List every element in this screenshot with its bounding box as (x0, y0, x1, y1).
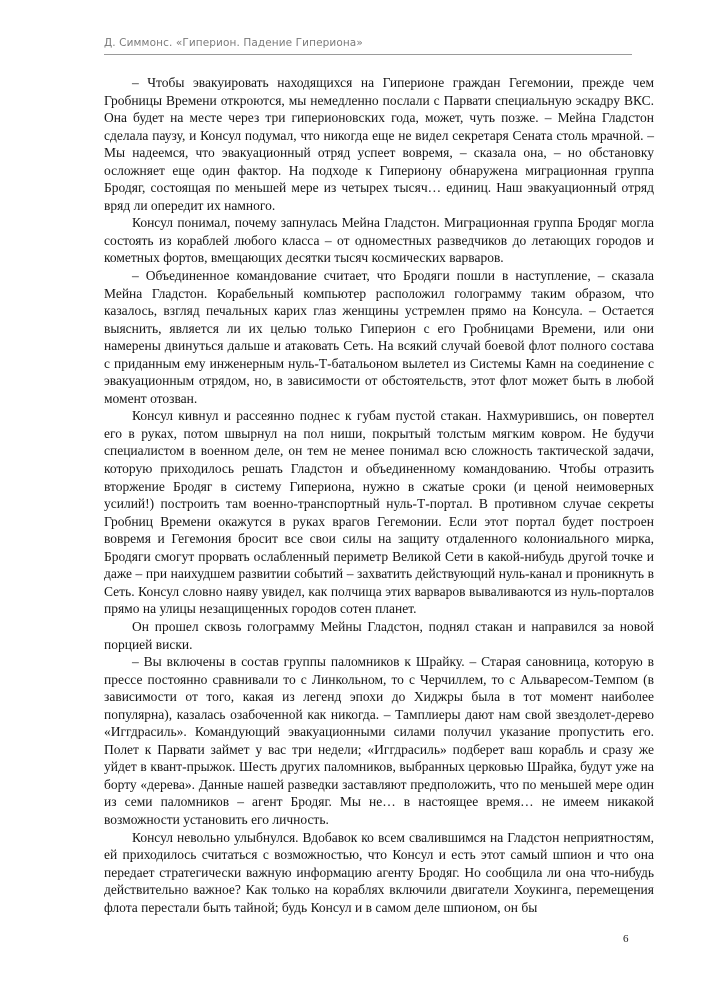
paragraph-7: Консул невольно улыбнулся. Вдобавок ко всем свалившимся на Гладстон неприятностям, ей приходилось считаться с возможностью, что Консул и есть этот самый шпион и что она передает стратегически важную информацию агенту Бродяг. Но сообщила ли она что-нибудь действительно важное? Как только на кораблях включили двигатели Хоукинга, перемещения флота перестали быть тайной; будь Консул и в самом деле шпионом, он бы (104, 829, 654, 915)
paragraph-3: – Объединенное командование считает, что Бродяги пошли в наступление, – сказала Мейна Гладстон. Корабельный компьютер расположил голограмму таким образом, что казалось, взгляд печальных карих глаз женщины устремлен прямо на Консула. – Остается выяснить, является ли их целью только Гиперион с его Гробницами Времени, или они намерены двинуться дальше и атаковать Сеть. На всякий случай боевой флот полного состава с приданным ему инженерным нуль-Т-батальоном вылетел из Системы Камн на соединение с эвакуационным отрядом, но, в зависимости от обстоятельств, этот флот может быть в любой момент отозван. (104, 268, 654, 406)
header-rule (104, 54, 632, 55)
running-header: Д. Симмонс. «Гиперион. Падение Гипериона» (104, 37, 363, 49)
paragraph-4: Консул кивнул и рассеянно поднес к губам пустой стакан. Нахмурившись, он повертел его в руках, потом швырнул на пол ниши, покрытый толстым мягким ковром. Не будучи специалистом в военном деле, он тем не менее понимал всю сложность тактической задачи, которую приходилось решать Гладстон и объединенному командованию. Чтобы отразить вторжение Бродяг в систему Гипериона, нужно в сжатые сроки (и ценой неимоверных усилий!) построить там военно-транспортный нуль-Т-портал. В противном случае секреты Гробниц Времени окажутся в руках врагов Гегемонии. Если этот портал будет построен вовремя и Гегемония бросит все свои силы на защиту отдаленного колониального мирка, Бродяги смогут прорвать ослабленный периметр Великой Сети в какой-нибудь другой точке и даже – при наихудшем развитии событий – захватить действующий нуль-канал и проникнуть в Сеть. Консул словно наяву увидел, как полчища этих варваров вываливаются из нуль-порталов прямо на улицы незащищенных городов сотен планет. (104, 408, 654, 617)
paragraph-5: Он прошел сквозь голограмму Мейны Гладстон, поднял стакан и направился за новой порцией виски. (104, 618, 654, 652)
paragraph-6: – Вы включены в состав группы паломников к Шрайку. – Старая сановница, которую в прессе постоянно сравнивали то с Линкольном, то с Черчиллем, то с Альваресом-Темпом (в зависимости от того, какая из легенд эпохи до Хиджры была в тот момент наиболее популярна), казалась озабоченной как никогда. – Тамплиеры дают нам свой звездолет-дерево «Иггдрасиль». Командующий эвакуационными силами получил указание пропустить его. Полет к Парвати займет у вас три недели; «Иггдрасиль» подберет ваш корабль и сразу же уйдет в квант-прыжок. Шесть других паломников, выбранных церковью Шрайка, будут уже на борту «дерева». Данные нашей разведки заставляют предположить, что по меньшей мере один из семи паломников – агент Бродяг. Мы не… в настоящее время… не имеем никакой возможности установить его личность. (104, 654, 654, 827)
body-text (104, 74, 654, 916)
page-number: 6 (623, 933, 629, 945)
paragraph-2: Консул понимал, почему запнулась Мейна Гладстон. Миграционная группа Бродяг могла состоять из кораблей любого класса – от одноместных разведчиков до летающих городов и кометных фортов, вмещающих десятки тысяч космических варваров. (104, 215, 654, 266)
paragraph-1: – Чтобы эвакуировать находящихся на Гиперионе граждан Гегемонии, прежде чем Гробницы Времени откроются, мы немедленно послали с Парвати специальную эскадру ВКС. Она будет на месте через три гиперионовских года, может, чуть позже. – Мейна Гладстон сделала паузу, и Консул подумал, что никогда еще не видел секретаря Сената столь мрачной. – Мы надеемся, что эвакуационный отряд успеет вовремя, – сказала она, – но обстановку осложняет еще один фактор. На подходе к Гипериону обнаружена миграционная группа Бродяг, состоящая по меньшей мере из четырех тысяч… единиц. Наш эвакуационный отряд вряд ли опередит их намного. (104, 75, 654, 213)
